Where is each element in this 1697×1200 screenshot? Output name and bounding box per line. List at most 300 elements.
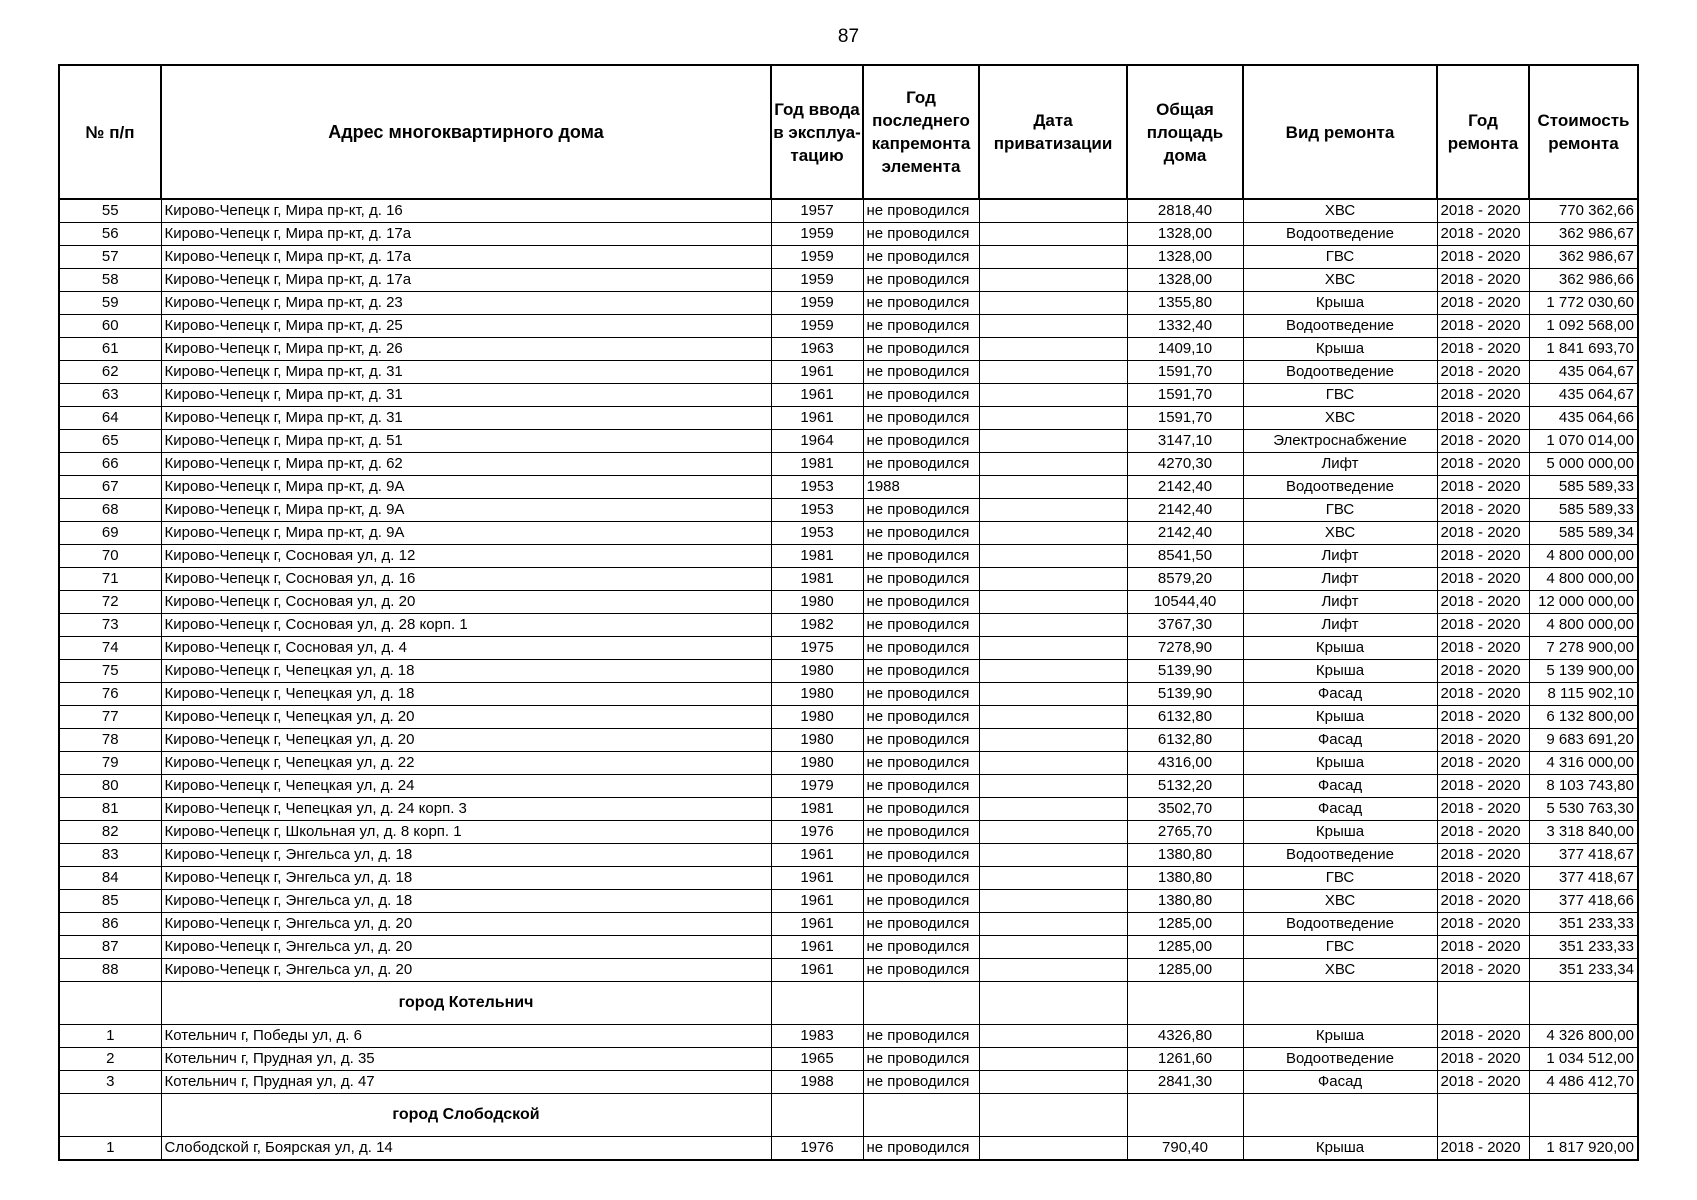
cell-repair-year: 2018 - 2020 xyxy=(1437,1025,1529,1048)
cell-repair-type: Лифт xyxy=(1243,614,1437,637)
header-privatization: Дата приватизации xyxy=(979,65,1127,199)
cell-last-repair: не проводился xyxy=(863,361,979,384)
cell-cost: 435 064,67 xyxy=(1529,384,1638,407)
cell-repair-type: ХВС xyxy=(1243,890,1437,913)
cell-last-repair: не проводился xyxy=(863,867,979,890)
cell-last-repair: не проводился xyxy=(863,683,979,706)
cell-area: 2841,30 xyxy=(1127,1071,1243,1094)
cell-year-built: 1976 xyxy=(771,1137,863,1161)
cell-empty xyxy=(1243,1094,1437,1137)
cell-address: Кирово-Чепецк г, Сосновая ул, д. 28 корп. 1 xyxy=(161,614,771,637)
cell-cost: 1 034 512,00 xyxy=(1529,1048,1638,1071)
table-row xyxy=(59,752,1638,775)
cell-year-built: 1965 xyxy=(771,1048,863,1071)
cell-last-repair: не проводился xyxy=(863,453,979,476)
cell-cost: 4 326 800,00 xyxy=(1529,1025,1638,1048)
cell-num: 76 xyxy=(59,683,161,706)
cell-num: 69 xyxy=(59,522,161,545)
cell-repair-type: Лифт xyxy=(1243,453,1437,476)
cell-repair-year: 2018 - 2020 xyxy=(1437,430,1529,453)
table-row xyxy=(59,798,1638,821)
cell-privatization xyxy=(979,568,1127,591)
cell-num: 75 xyxy=(59,660,161,683)
cell-cost: 585 589,33 xyxy=(1529,499,1638,522)
cell-area: 1380,80 xyxy=(1127,844,1243,867)
cell-address: Кирово-Чепецк г, Мира пр-кт, д. 17а xyxy=(161,246,771,269)
cell-empty xyxy=(863,982,979,1025)
cell-last-repair: не проводился xyxy=(863,614,979,637)
cell-address: Кирово-Чепецк г, Мира пр-кт, д. 31 xyxy=(161,361,771,384)
cell-address: Кирово-Чепецк г, Чепецкая ул, д. 20 xyxy=(161,729,771,752)
cell-repair-year: 2018 - 2020 xyxy=(1437,568,1529,591)
cell-repair-type: Водоотведение xyxy=(1243,1048,1437,1071)
cell-year-built: 1961 xyxy=(771,384,863,407)
cell-repair-type: ХВС xyxy=(1243,199,1437,223)
cell-privatization xyxy=(979,315,1127,338)
cell-cost: 7 278 900,00 xyxy=(1529,637,1638,660)
cell-last-repair: не проводился xyxy=(863,706,979,729)
cell-cost: 9 683 691,20 xyxy=(1529,729,1638,752)
cell-area: 3767,30 xyxy=(1127,614,1243,637)
table-row xyxy=(59,269,1638,292)
header-area: Общая площадь дома xyxy=(1127,65,1243,199)
cell-repair-type: Водоотведение xyxy=(1243,913,1437,936)
cell-last-repair: не проводился xyxy=(863,936,979,959)
cell-repair-type: Фасад xyxy=(1243,775,1437,798)
section-row xyxy=(59,1094,1638,1137)
cell-repair-type: Фасад xyxy=(1243,798,1437,821)
cell-repair-year: 2018 - 2020 xyxy=(1437,798,1529,821)
cell-address: Кирово-Чепецк г, Мира пр-кт, д. 17а xyxy=(161,269,771,292)
cell-cost: 351 233,34 xyxy=(1529,959,1638,982)
header-year-built: Год ввода в эксплуа-тацию xyxy=(771,65,863,199)
table-row xyxy=(59,959,1638,982)
cell-year-built: 1982 xyxy=(771,614,863,637)
cell-address: Слободской г, Боярская ул, д. 14 xyxy=(161,1137,771,1161)
table-row xyxy=(59,706,1638,729)
cell-year-built: 1953 xyxy=(771,476,863,499)
cell-year-built: 1980 xyxy=(771,591,863,614)
cell-repair-type: Лифт xyxy=(1243,545,1437,568)
cell-cost: 1 772 030,60 xyxy=(1529,292,1638,315)
cell-address: Кирово-Чепецк г, Мира пр-кт, д. 9А xyxy=(161,476,771,499)
cell-year-built: 1981 xyxy=(771,453,863,476)
cell-address: Кирово-Чепецк г, Мира пр-кт, д. 9А xyxy=(161,522,771,545)
cell-area: 1591,70 xyxy=(1127,384,1243,407)
table-row xyxy=(59,453,1638,476)
cell-cost: 8 115 902,10 xyxy=(1529,683,1638,706)
cell-last-repair: не проводился xyxy=(863,269,979,292)
cell-last-repair: не проводился xyxy=(863,913,979,936)
table-row xyxy=(59,936,1638,959)
cell-repair-type: ХВС xyxy=(1243,959,1437,982)
cell-num: 72 xyxy=(59,591,161,614)
cell-privatization xyxy=(979,292,1127,315)
cell-num: 58 xyxy=(59,269,161,292)
cell-privatization xyxy=(979,752,1127,775)
cell-area: 6132,80 xyxy=(1127,729,1243,752)
cell-privatization xyxy=(979,499,1127,522)
cell-privatization xyxy=(979,430,1127,453)
cell-repair-type: Водоотведение xyxy=(1243,844,1437,867)
cell-num: 86 xyxy=(59,913,161,936)
cell-num: 87 xyxy=(59,936,161,959)
cell-year-built: 1959 xyxy=(771,269,863,292)
cell-privatization xyxy=(979,223,1127,246)
cell-cost: 362 986,66 xyxy=(1529,269,1638,292)
cell-repair-year: 2018 - 2020 xyxy=(1437,867,1529,890)
cell-privatization xyxy=(979,476,1127,499)
cell-repair-year: 2018 - 2020 xyxy=(1437,246,1529,269)
cell-address: Кирово-Чепецк г, Сосновая ул, д. 16 xyxy=(161,568,771,591)
header-repair-type: Вид ремонта xyxy=(1243,65,1437,199)
cell-repair-type: Лифт xyxy=(1243,568,1437,591)
cell-area: 1285,00 xyxy=(1127,936,1243,959)
cell-area: 4326,80 xyxy=(1127,1025,1243,1048)
cell-repair-year: 2018 - 2020 xyxy=(1437,844,1529,867)
cell-address: Кирово-Чепецк г, Мира пр-кт, д. 9А xyxy=(161,499,771,522)
cell-privatization xyxy=(979,936,1127,959)
cell-repair-type: ХВС xyxy=(1243,407,1437,430)
cell-repair-type: Лифт xyxy=(1243,591,1437,614)
cell-cost: 585 589,34 xyxy=(1529,522,1638,545)
cell-area: 8541,50 xyxy=(1127,545,1243,568)
cell-repair-year: 2018 - 2020 xyxy=(1437,522,1529,545)
table-row xyxy=(59,292,1638,315)
cell-repair-year: 2018 - 2020 xyxy=(1437,476,1529,499)
cell-last-repair: 1988 xyxy=(863,476,979,499)
cell-cost: 3 318 840,00 xyxy=(1529,821,1638,844)
cell-num: 83 xyxy=(59,844,161,867)
cell-address: Кирово-Чепецк г, Мира пр-кт, д. 51 xyxy=(161,430,771,453)
cell-address: Кирово-Чепецк г, Энгельса ул, д. 20 xyxy=(161,959,771,982)
cell-last-repair: не проводился xyxy=(863,752,979,775)
cell-cost: 5 139 900,00 xyxy=(1529,660,1638,683)
cell-cost: 8 103 743,80 xyxy=(1529,775,1638,798)
cell-num: 64 xyxy=(59,407,161,430)
cell-last-repair: не проводился xyxy=(863,729,979,752)
cell-last-repair: не проводился xyxy=(863,384,979,407)
cell-cost: 377 418,67 xyxy=(1529,844,1638,867)
cell-cost: 351 233,33 xyxy=(1529,913,1638,936)
cell-repair-year: 2018 - 2020 xyxy=(1437,775,1529,798)
cell-num: 3 xyxy=(59,1071,161,1094)
cell-area: 1380,80 xyxy=(1127,890,1243,913)
cell-privatization xyxy=(979,407,1127,430)
cell-num: 57 xyxy=(59,246,161,269)
table-row xyxy=(59,1048,1638,1071)
cell-last-repair: не проводился xyxy=(863,1071,979,1094)
cell-repair-type: Водоотведение xyxy=(1243,315,1437,338)
cell-last-repair: не проводился xyxy=(863,223,979,246)
cell-address: Кирово-Чепецк г, Мира пр-кт, д. 16 xyxy=(161,199,771,223)
cell-privatization xyxy=(979,867,1127,890)
cell-area: 1409,10 xyxy=(1127,338,1243,361)
cell-num: 73 xyxy=(59,614,161,637)
cell-year-built: 1980 xyxy=(771,729,863,752)
cell-repair-type: Крыша xyxy=(1243,292,1437,315)
table-row xyxy=(59,430,1638,453)
cell-repair-type: ГВС xyxy=(1243,867,1437,890)
cell-repair-year: 2018 - 2020 xyxy=(1437,591,1529,614)
cell-privatization xyxy=(979,637,1127,660)
section-row xyxy=(59,982,1638,1025)
cell-num: 68 xyxy=(59,499,161,522)
cell-last-repair: не проводился xyxy=(863,568,979,591)
cell-repair-year: 2018 - 2020 xyxy=(1437,499,1529,522)
cell-repair-type: Крыша xyxy=(1243,660,1437,683)
cell-num: 60 xyxy=(59,315,161,338)
cell-area: 1591,70 xyxy=(1127,407,1243,430)
cell-cost: 4 800 000,00 xyxy=(1529,568,1638,591)
cell-area: 1285,00 xyxy=(1127,913,1243,936)
cell-last-repair: не проводился xyxy=(863,292,979,315)
cell-repair-type: ХВС xyxy=(1243,522,1437,545)
cell-repair-year: 2018 - 2020 xyxy=(1437,637,1529,660)
cell-address: Кирово-Чепецк г, Сосновая ул, д. 12 xyxy=(161,545,771,568)
cell-area: 4316,00 xyxy=(1127,752,1243,775)
table-row xyxy=(59,384,1638,407)
cell-address: Кирово-Чепецк г, Чепецкая ул, д. 18 xyxy=(161,660,771,683)
cell-last-repair: не проводился xyxy=(863,338,979,361)
header-cost: Стоимость ремонта xyxy=(1529,65,1638,199)
cell-empty xyxy=(1127,982,1243,1025)
cell-year-built: 1980 xyxy=(771,683,863,706)
cell-privatization xyxy=(979,683,1127,706)
header-repair-year: Год ремонта xyxy=(1437,65,1529,199)
cell-address: Котельнич г, Прудная ул, д. 47 xyxy=(161,1071,771,1094)
cell-empty xyxy=(1437,1094,1529,1137)
table-row xyxy=(59,913,1638,936)
cell-repair-year: 2018 - 2020 xyxy=(1437,614,1529,637)
cell-year-built: 1980 xyxy=(771,706,863,729)
table-row xyxy=(59,246,1638,269)
cell-repair-year: 2018 - 2020 xyxy=(1437,752,1529,775)
cell-empty xyxy=(1437,982,1529,1025)
cell-cost: 6 132 800,00 xyxy=(1529,706,1638,729)
cell-cost: 12 000 000,00 xyxy=(1529,591,1638,614)
cell-year-built: 1961 xyxy=(771,913,863,936)
cell-num: 65 xyxy=(59,430,161,453)
cell-year-built: 1959 xyxy=(771,223,863,246)
cell-num: 61 xyxy=(59,338,161,361)
table-row xyxy=(59,315,1638,338)
cell-year-built: 1959 xyxy=(771,315,863,338)
cell-address: Кирово-Чепецк г, Мира пр-кт, д. 23 xyxy=(161,292,771,315)
cell-repair-year: 2018 - 2020 xyxy=(1437,660,1529,683)
cell-last-repair: не проводился xyxy=(863,821,979,844)
cell-area: 8579,20 xyxy=(1127,568,1243,591)
cell-year-built: 1961 xyxy=(771,959,863,982)
cell-cost: 377 418,66 xyxy=(1529,890,1638,913)
cell-repair-type: Водоотведение xyxy=(1243,361,1437,384)
cell-repair-type: Крыша xyxy=(1243,637,1437,660)
cell-repair-type: Водоотведение xyxy=(1243,223,1437,246)
table-row xyxy=(59,223,1638,246)
table-row xyxy=(59,338,1638,361)
section-title: город Слободской xyxy=(161,1094,771,1137)
cell-area: 5139,90 xyxy=(1127,660,1243,683)
cell-repair-year: 2018 - 2020 xyxy=(1437,407,1529,430)
cell-year-built: 1964 xyxy=(771,430,863,453)
cell-num: 81 xyxy=(59,798,161,821)
cell-last-repair: не проводился xyxy=(863,775,979,798)
cell-address: Кирово-Чепецк г, Чепецкая ул, д. 20 xyxy=(161,706,771,729)
cell-cost: 4 486 412,70 xyxy=(1529,1071,1638,1094)
header-address: Адрес многоквартирного дома xyxy=(161,65,771,199)
cell-num: 63 xyxy=(59,384,161,407)
cell-year-built: 1959 xyxy=(771,292,863,315)
cell-area: 1380,80 xyxy=(1127,867,1243,890)
cell-cost: 4 316 000,00 xyxy=(1529,752,1638,775)
cell-area: 1328,00 xyxy=(1127,269,1243,292)
cell-last-repair: не проводился xyxy=(863,1137,979,1161)
cell-address: Кирово-Чепецк г, Мира пр-кт, д. 62 xyxy=(161,453,771,476)
cell-num: 1 xyxy=(59,1025,161,1048)
cell-privatization xyxy=(979,246,1127,269)
cell-empty xyxy=(1529,1094,1638,1137)
cell-privatization xyxy=(979,614,1127,637)
cell-year-built: 1961 xyxy=(771,867,863,890)
cell-address: Кирово-Чепецк г, Мира пр-кт, д. 31 xyxy=(161,407,771,430)
cell-area: 1328,00 xyxy=(1127,223,1243,246)
cell-last-repair: не проводился xyxy=(863,1025,979,1048)
cell-last-repair: не проводился xyxy=(863,499,979,522)
cell-cost: 5 000 000,00 xyxy=(1529,453,1638,476)
cell-repair-year: 2018 - 2020 xyxy=(1437,821,1529,844)
cell-address: Кирово-Чепецк г, Сосновая ул, д. 20 xyxy=(161,591,771,614)
cell-repair-year: 2018 - 2020 xyxy=(1437,361,1529,384)
cell-num: 85 xyxy=(59,890,161,913)
table-row xyxy=(59,867,1638,890)
cell-empty xyxy=(59,1094,161,1137)
cell-repair-type: Крыша xyxy=(1243,1025,1437,1048)
cell-year-built: 1959 xyxy=(771,246,863,269)
cell-last-repair: не проводился xyxy=(863,637,979,660)
cell-privatization xyxy=(979,338,1127,361)
cell-cost: 4 800 000,00 xyxy=(1529,614,1638,637)
cell-repair-year: 2018 - 2020 xyxy=(1437,683,1529,706)
cell-privatization xyxy=(979,890,1127,913)
cell-cost: 435 064,66 xyxy=(1529,407,1638,430)
cell-address: Кирово-Чепецк г, Энгельса ул, д. 20 xyxy=(161,936,771,959)
cell-area: 1332,40 xyxy=(1127,315,1243,338)
cell-num: 66 xyxy=(59,453,161,476)
cell-area: 2765,70 xyxy=(1127,821,1243,844)
cell-repair-year: 2018 - 2020 xyxy=(1437,384,1529,407)
cell-repair-year: 2018 - 2020 xyxy=(1437,545,1529,568)
cell-address: Котельнич г, Прудная ул, д. 35 xyxy=(161,1048,771,1071)
cell-last-repair: не проводился xyxy=(863,545,979,568)
cell-address: Кирово-Чепецк г, Мира пр-кт, д. 25 xyxy=(161,315,771,338)
cell-last-repair: не проводился xyxy=(863,407,979,430)
cell-repair-year: 2018 - 2020 xyxy=(1437,269,1529,292)
cell-cost: 1 070 014,00 xyxy=(1529,430,1638,453)
cell-year-built: 1953 xyxy=(771,522,863,545)
cell-num: 79 xyxy=(59,752,161,775)
cell-repair-type: Электроснабжение xyxy=(1243,430,1437,453)
cell-address: Кирово-Чепецк г, Мира пр-кт, д. 31 xyxy=(161,384,771,407)
table-row xyxy=(59,591,1638,614)
cell-area: 2818,40 xyxy=(1127,199,1243,223)
table-row xyxy=(59,1137,1638,1161)
cell-num: 56 xyxy=(59,223,161,246)
cell-empty xyxy=(1127,1094,1243,1137)
cell-area: 4270,30 xyxy=(1127,453,1243,476)
cell-repair-year: 2018 - 2020 xyxy=(1437,706,1529,729)
cell-address: Кирово-Чепецк г, Энгельса ул, д. 18 xyxy=(161,867,771,890)
cell-repair-year: 2018 - 2020 xyxy=(1437,453,1529,476)
cell-last-repair: не проводился xyxy=(863,522,979,545)
cell-num: 80 xyxy=(59,775,161,798)
cell-repair-type: Крыша xyxy=(1243,1137,1437,1161)
cell-repair-type: ХВС xyxy=(1243,269,1437,292)
cell-num: 74 xyxy=(59,637,161,660)
cell-address: Кирово-Чепецк г, Сосновая ул, д. 4 xyxy=(161,637,771,660)
cell-last-repair: не проводился xyxy=(863,430,979,453)
table-row xyxy=(59,361,1638,384)
cell-year-built: 1983 xyxy=(771,1025,863,1048)
cell-num: 59 xyxy=(59,292,161,315)
table-row xyxy=(59,637,1638,660)
cell-area: 3502,70 xyxy=(1127,798,1243,821)
cell-area: 6132,80 xyxy=(1127,706,1243,729)
cell-area: 3147,10 xyxy=(1127,430,1243,453)
cell-repair-type: Фасад xyxy=(1243,729,1437,752)
cell-address: Кирово-Чепецк г, Энгельса ул, д. 18 xyxy=(161,890,771,913)
cell-repair-type: ГВС xyxy=(1243,384,1437,407)
cell-repair-type: ГВС xyxy=(1243,499,1437,522)
cell-num: 78 xyxy=(59,729,161,752)
cell-cost: 5 530 763,30 xyxy=(1529,798,1638,821)
table-row xyxy=(59,522,1638,545)
table-row xyxy=(59,545,1638,568)
cell-last-repair: не проводился xyxy=(863,844,979,867)
cell-cost: 377 418,67 xyxy=(1529,867,1638,890)
cell-privatization xyxy=(979,384,1127,407)
cell-privatization xyxy=(979,706,1127,729)
cell-area: 2142,40 xyxy=(1127,522,1243,545)
cell-address: Кирово-Чепецк г, Энгельса ул, д. 18 xyxy=(161,844,771,867)
cell-repair-type: ГВС xyxy=(1243,246,1437,269)
cell-year-built: 1961 xyxy=(771,936,863,959)
cell-num: 71 xyxy=(59,568,161,591)
cell-privatization xyxy=(979,269,1127,292)
table-row xyxy=(59,199,1638,223)
cell-repair-type: Фасад xyxy=(1243,683,1437,706)
table-row xyxy=(59,1025,1638,1048)
cell-cost: 1 841 693,70 xyxy=(1529,338,1638,361)
cell-year-built: 1975 xyxy=(771,637,863,660)
cell-cost: 351 233,33 xyxy=(1529,936,1638,959)
cell-last-repair: не проводился xyxy=(863,591,979,614)
cell-cost: 435 064,67 xyxy=(1529,361,1638,384)
cell-repair-year: 2018 - 2020 xyxy=(1437,959,1529,982)
cell-empty xyxy=(59,982,161,1025)
cell-repair-type: Фасад xyxy=(1243,1071,1437,1094)
cell-privatization xyxy=(979,1071,1127,1094)
cell-cost: 362 986,67 xyxy=(1529,223,1638,246)
cell-privatization xyxy=(979,361,1127,384)
cell-last-repair: не проводился xyxy=(863,246,979,269)
cell-area: 5132,20 xyxy=(1127,775,1243,798)
cell-cost: 1 817 920,00 xyxy=(1529,1137,1638,1161)
cell-cost: 362 986,67 xyxy=(1529,246,1638,269)
cell-address: Кирово-Чепецк г, Чепецкая ул, д. 18 xyxy=(161,683,771,706)
cell-last-repair: не проводился xyxy=(863,959,979,982)
cell-repair-year: 2018 - 2020 xyxy=(1437,890,1529,913)
cell-year-built: 1988 xyxy=(771,1071,863,1094)
